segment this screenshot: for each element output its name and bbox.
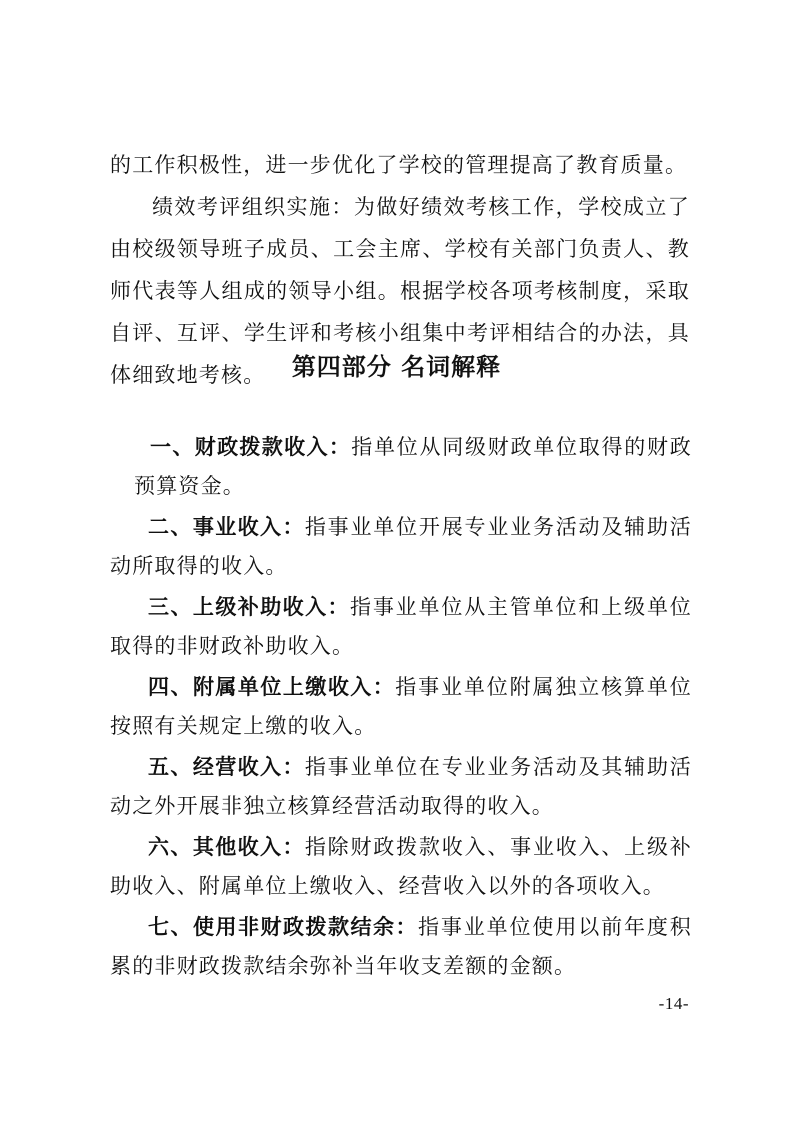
glossary-definition: 指除财政拨款收入、事业收入、上级补助收入、附属单位上缴收入、经营收入以外的各项收入。: [110, 835, 692, 898]
glossary-item-business-income: [110, 508, 692, 586]
glossary-term: 五、经营收入：: [148, 755, 305, 779]
glossary-item-superior-subsidy: [110, 588, 692, 666]
glossary-definition: 指单位从同级财政单位取得的财政预算资金。: [134, 435, 693, 498]
glossary-term: 二、事业收入：: [148, 515, 305, 539]
glossary-term: 一、财政拨款收入：: [150, 435, 352, 459]
performance-evaluation-paragraph: 绩效考评组织实施：为做好绩效考核工作，学校成立了由校级领导班子成员、工会主席、学校有关部门负责人、教师代表等人组成的领导小组。根据学校各项考核制度，采取自评、互评、学生评和考核小组集中考评相结合的办法，具体细致地考核。: [110, 195, 690, 387]
glossary-term: 三、上级补助收入：: [148, 595, 350, 619]
glossary-definition: 指事业单位使用以前年度积累的非财政拨款结余弥补当年收支差额的金额。: [110, 915, 692, 978]
glossary-term: 四、附属单位上缴收入：: [148, 675, 396, 699]
glossary-definition: 指事业单位附属独立核算单位按照有关规定上缴的收入。: [110, 675, 692, 738]
glossary-item-other-income: [110, 828, 692, 906]
glossary-term: 六、其他收入：: [148, 835, 305, 859]
intro-continuation-paragraph: 的工作积极性，进一步优化了学校的管理提高了教育质量。: [110, 153, 688, 177]
glossary-item-operating-income: [110, 748, 692, 826]
glossary-definition: 指事业单位在专业业务活动及其辅助活动之外开展非独立核算经营活动取得的收入。: [110, 755, 692, 818]
glossary-item-affiliated-remittance: [110, 668, 692, 746]
section-title: 第四部分 名词解释: [291, 352, 502, 381]
glossary-item-non-fiscal-surplus: [110, 908, 692, 986]
glossary-term: 七、使用非财政拨款结余：: [148, 915, 418, 939]
glossary-list: [110, 428, 692, 988]
page-number: -14-: [658, 994, 689, 1013]
glossary-item-fiscal-appropriation: [110, 428, 692, 506]
glossary-definition: 指事业单位从主管单位和上级单位取得的非财政补助收入。: [110, 595, 693, 658]
glossary-definition: 指事业单位开展专业业务活动及辅助活动所取得的收入。: [110, 515, 692, 578]
